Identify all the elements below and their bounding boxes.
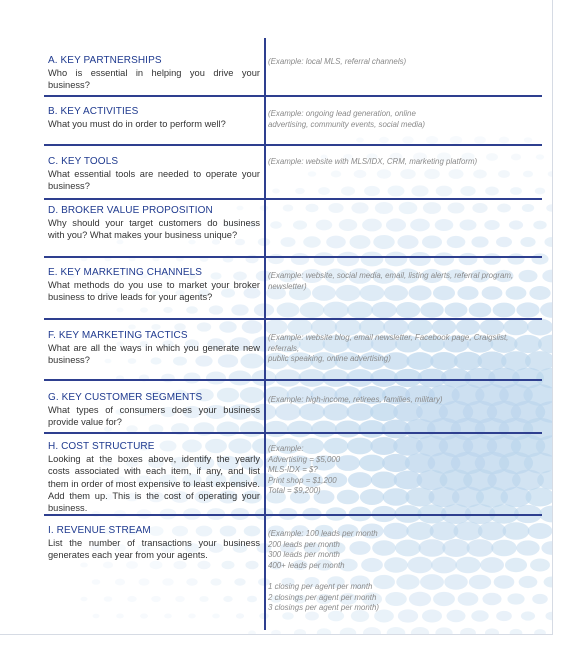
background-bubble [541,541,552,555]
background-bubble [540,302,552,318]
background-bubble [322,369,349,387]
background-bubble [128,324,136,329]
background-bubble [516,302,539,317]
background-bubble [548,171,552,177]
background-bubble [510,629,523,634]
background-bubble [318,187,330,195]
background-bubble [426,136,438,144]
background-bubble [364,186,380,196]
background-bubble [459,253,478,265]
section-title: H. COST STRUCTURE [48,441,155,452]
section-question: What are all the ways in which you generate new business? [48,343,260,366]
background-bubble [448,202,465,213]
background-bubble [223,596,232,602]
section-question: What you must do in order to perform well? [48,119,226,129]
background-bubble [317,628,331,634]
section-question: Why should your target customers do business with you? What makes your business unique? [48,218,260,241]
background-bubble [140,613,148,618]
background-bubble [209,305,223,314]
background-bubble [544,237,552,247]
background-bubble [520,237,535,247]
background-bubble [341,186,355,195]
background-bubble [326,236,346,249]
background-bubble [115,579,125,586]
background-bubble [280,237,295,247]
background-bubble [450,136,462,144]
background-bubble [92,579,101,585]
section-question: List the number of transactions your business generates each year from your agents. [48,538,260,561]
background-bubble [371,302,396,319]
background-bubble [349,235,370,249]
background-bubble [175,596,185,602]
background-bubble [308,171,316,176]
background-bubble [544,577,552,588]
background-bubble [497,204,511,213]
background-bubble [373,235,395,249]
row-rule [44,256,542,258]
background-bubble [103,562,113,569]
background-bubble [140,307,148,312]
background-bubble [423,202,441,214]
background-bubble [377,169,391,178]
background-bubble [275,404,301,421]
background-bubble [499,137,509,144]
section-question: Looking at the boxes above, identify the yearly costs associated with each item, if any, and list them in order of most expensive to least expensive. Add them up. This is the cost of operating your business. [48,454,260,514]
background-bubble [163,307,172,313]
section-question: What essential tools are needed to operate your business? [48,169,260,192]
background-bubble [346,369,373,387]
section-title: E. KEY MARKETING CHANNELS [48,267,203,278]
row-rule [44,432,542,434]
background-bubble [337,252,359,266]
background-bubble [410,219,430,232]
background-bubble [538,335,552,353]
background-bubble [247,596,257,603]
background-bubble [435,627,452,634]
background-bubble [291,253,309,265]
background-bubble [472,203,487,213]
section-example: (Example: website with MLS/IDX, CRM, marketing platform) [268,157,478,166]
background-bubble [471,236,488,247]
background-bubble [93,614,100,619]
background-bubble [331,171,342,178]
background-bubble [335,421,361,438]
row-rule [44,144,542,146]
background-bubble [396,302,421,318]
background-bubble [197,561,210,570]
background-bubble [387,627,406,634]
background-bubble [151,596,161,602]
background-bubble [229,371,252,386]
background-bubble [339,219,357,231]
background-bubble [449,169,464,179]
background-bubble [356,137,364,142]
background-bubble [546,204,552,212]
background-bubble [460,186,475,196]
background-bubble [370,369,398,387]
background-bubble [316,220,332,231]
section-key-customer-segments [48,392,260,429]
row-rule [44,95,542,97]
background-bubble [351,202,368,213]
background-bubble [245,561,258,570]
section-question: What methods do you use to market your broker business to drive leads for your agents? [48,280,260,303]
background-bubble [375,202,393,214]
background-bubble [116,308,123,313]
section-title: B. KEY ACTIVITIES [48,106,139,117]
background-bubble [397,235,418,249]
background-bubble [363,627,381,634]
background-bubble [138,578,149,585]
section-example: (Example: Advertising = $5,000 MLS-IDX = $? Print shop = $1,200 Total = $9,200) [268,444,341,496]
background-bubble [311,421,337,438]
background-bubble [436,186,453,197]
background-bubble [303,236,321,247]
background-bubble [150,561,163,569]
row-rule [44,318,542,320]
section-question: What types of consumers does your business provide value for? [48,405,260,428]
section-example: (Example: high-income, retirees, families, military) [268,395,443,404]
background-bubble [386,218,406,231]
background-bubble [362,219,382,232]
background-bubble [293,220,307,229]
section-example: (Example: website blog, email newsletter, Facebook page, Craigslist, referrals, public speaking, online advertising) [268,333,509,364]
background-bubble [212,614,220,619]
section-key-marketing-channels [48,267,260,304]
background-bubble [210,578,221,585]
background-bubble [402,136,413,143]
background-bubble [127,596,136,602]
background-bubble [263,421,288,437]
background-bubble [161,374,175,383]
row-rule [44,198,542,200]
background-bubble [483,253,501,265]
background-bubble [542,270,552,283]
background-bubble [275,369,301,386]
background-bubble [186,306,198,314]
section-title: D. BROKER VALUE PROPOSITION [48,205,213,216]
background-bubble [283,205,294,212]
background-bubble [206,371,226,384]
section-title: I. REVENUE STREAM [48,525,151,536]
section-example: (Example: website, social media, email, listing alerts, referral program, newsletter) [268,271,514,291]
section-key-marketing-tactics [48,330,260,367]
background-bubble [80,562,88,567]
section-question: Who is essential in helping you drive your business? [48,68,260,91]
background-bubble [485,187,499,196]
background-bubble [424,169,440,179]
background-bubble [234,578,245,585]
background-bubble [485,628,499,634]
section-title: G. KEY CUSTOMER SEGMENTS [48,392,203,403]
background-bubble [422,235,442,248]
background-bubble [306,204,319,212]
background-bubble [271,630,281,634]
background-bubble [231,304,248,315]
background-bubble [104,596,113,602]
background-bubble [447,236,466,248]
background-bubble [509,220,523,229]
background-bubble [298,369,325,387]
background-bubble [510,187,522,195]
background-bubble [323,302,349,319]
section-example: (Example: ongoing lead generation, online advertising, community events, social media) [268,109,425,129]
background-bubble [420,302,444,317]
background-bubble [248,630,256,634]
section-title: A. KEY PARTNERSHIPS [48,55,162,66]
background-bubble [323,403,350,420]
background-bubble [545,612,552,621]
background-bubble [340,628,356,634]
section-title: C. KEY TOOLS [48,156,119,167]
background-bubble [445,303,468,318]
background-bubble [222,561,235,569]
background-bubble [535,188,546,195]
section-revenue-stream [48,525,260,562]
background-bubble [385,252,408,267]
background-bubble [484,220,499,230]
background-bubble [164,613,172,618]
background-bubble [409,252,431,266]
background-bubble [460,628,476,634]
background-bubble [186,578,197,585]
background-bubble [272,189,280,194]
section-key-partnerships [48,55,260,92]
background-bubble [347,302,373,319]
section-key-tools [48,156,260,193]
section-example: (Example: 100 leads per month 200 leads per month 300 leads per month 400+ leads per month 1 closing per agent per month 2 closings per agent per month 3 closings per agent per month) [268,529,379,613]
background-bubble [328,203,343,213]
background-bubble [496,237,512,247]
background-bubble [434,252,454,265]
background-bubble [188,614,196,619]
background-bubble [295,188,305,194]
column-divider [264,38,266,630]
background-bubble [411,185,428,196]
background-bubble [498,170,510,178]
background-bubble [493,303,516,318]
section-broker-value-proposition [48,205,260,242]
background-bubble [116,613,124,618]
background-bubble [524,137,532,143]
section-cost-structure [48,441,260,514]
background-bubble [523,171,533,178]
background-bubble [435,219,454,231]
background-bubble [379,137,389,143]
background-bubble [473,170,487,179]
background-bubble [294,629,306,634]
background-bubble [400,169,415,179]
background-bubble [299,403,325,420]
background-bubble [474,136,486,144]
background-bubble [199,596,208,602]
section-title: F. KEY MARKETING TACTICS [48,330,188,341]
background-bubble [287,421,312,438]
background-bubble [533,221,546,230]
background-bubble [173,561,186,570]
background-bubble [358,420,385,438]
section-key-activities [48,106,260,130]
background-bubble [277,303,300,318]
background-bubble [300,302,325,318]
background-bubble [81,597,88,602]
background-bubble [534,629,546,634]
background-bubble [184,373,201,384]
row-rule [44,379,542,381]
background-bubble [270,221,282,229]
background-bubble [459,219,476,230]
background-bubble [236,613,244,618]
background-bubble [314,252,335,265]
section-example: (Example: local MLS, referral channels) [268,57,407,66]
background-bubble [388,185,405,196]
background-bubble [347,403,374,421]
background-bubble [126,561,138,569]
background-bubble [354,170,367,178]
background-bubble [469,303,492,318]
background-bubble [522,204,534,212]
background-bubble [399,202,418,214]
background-bubble [361,252,384,267]
background-bubble [411,627,429,634]
background-bubble [162,578,173,585]
